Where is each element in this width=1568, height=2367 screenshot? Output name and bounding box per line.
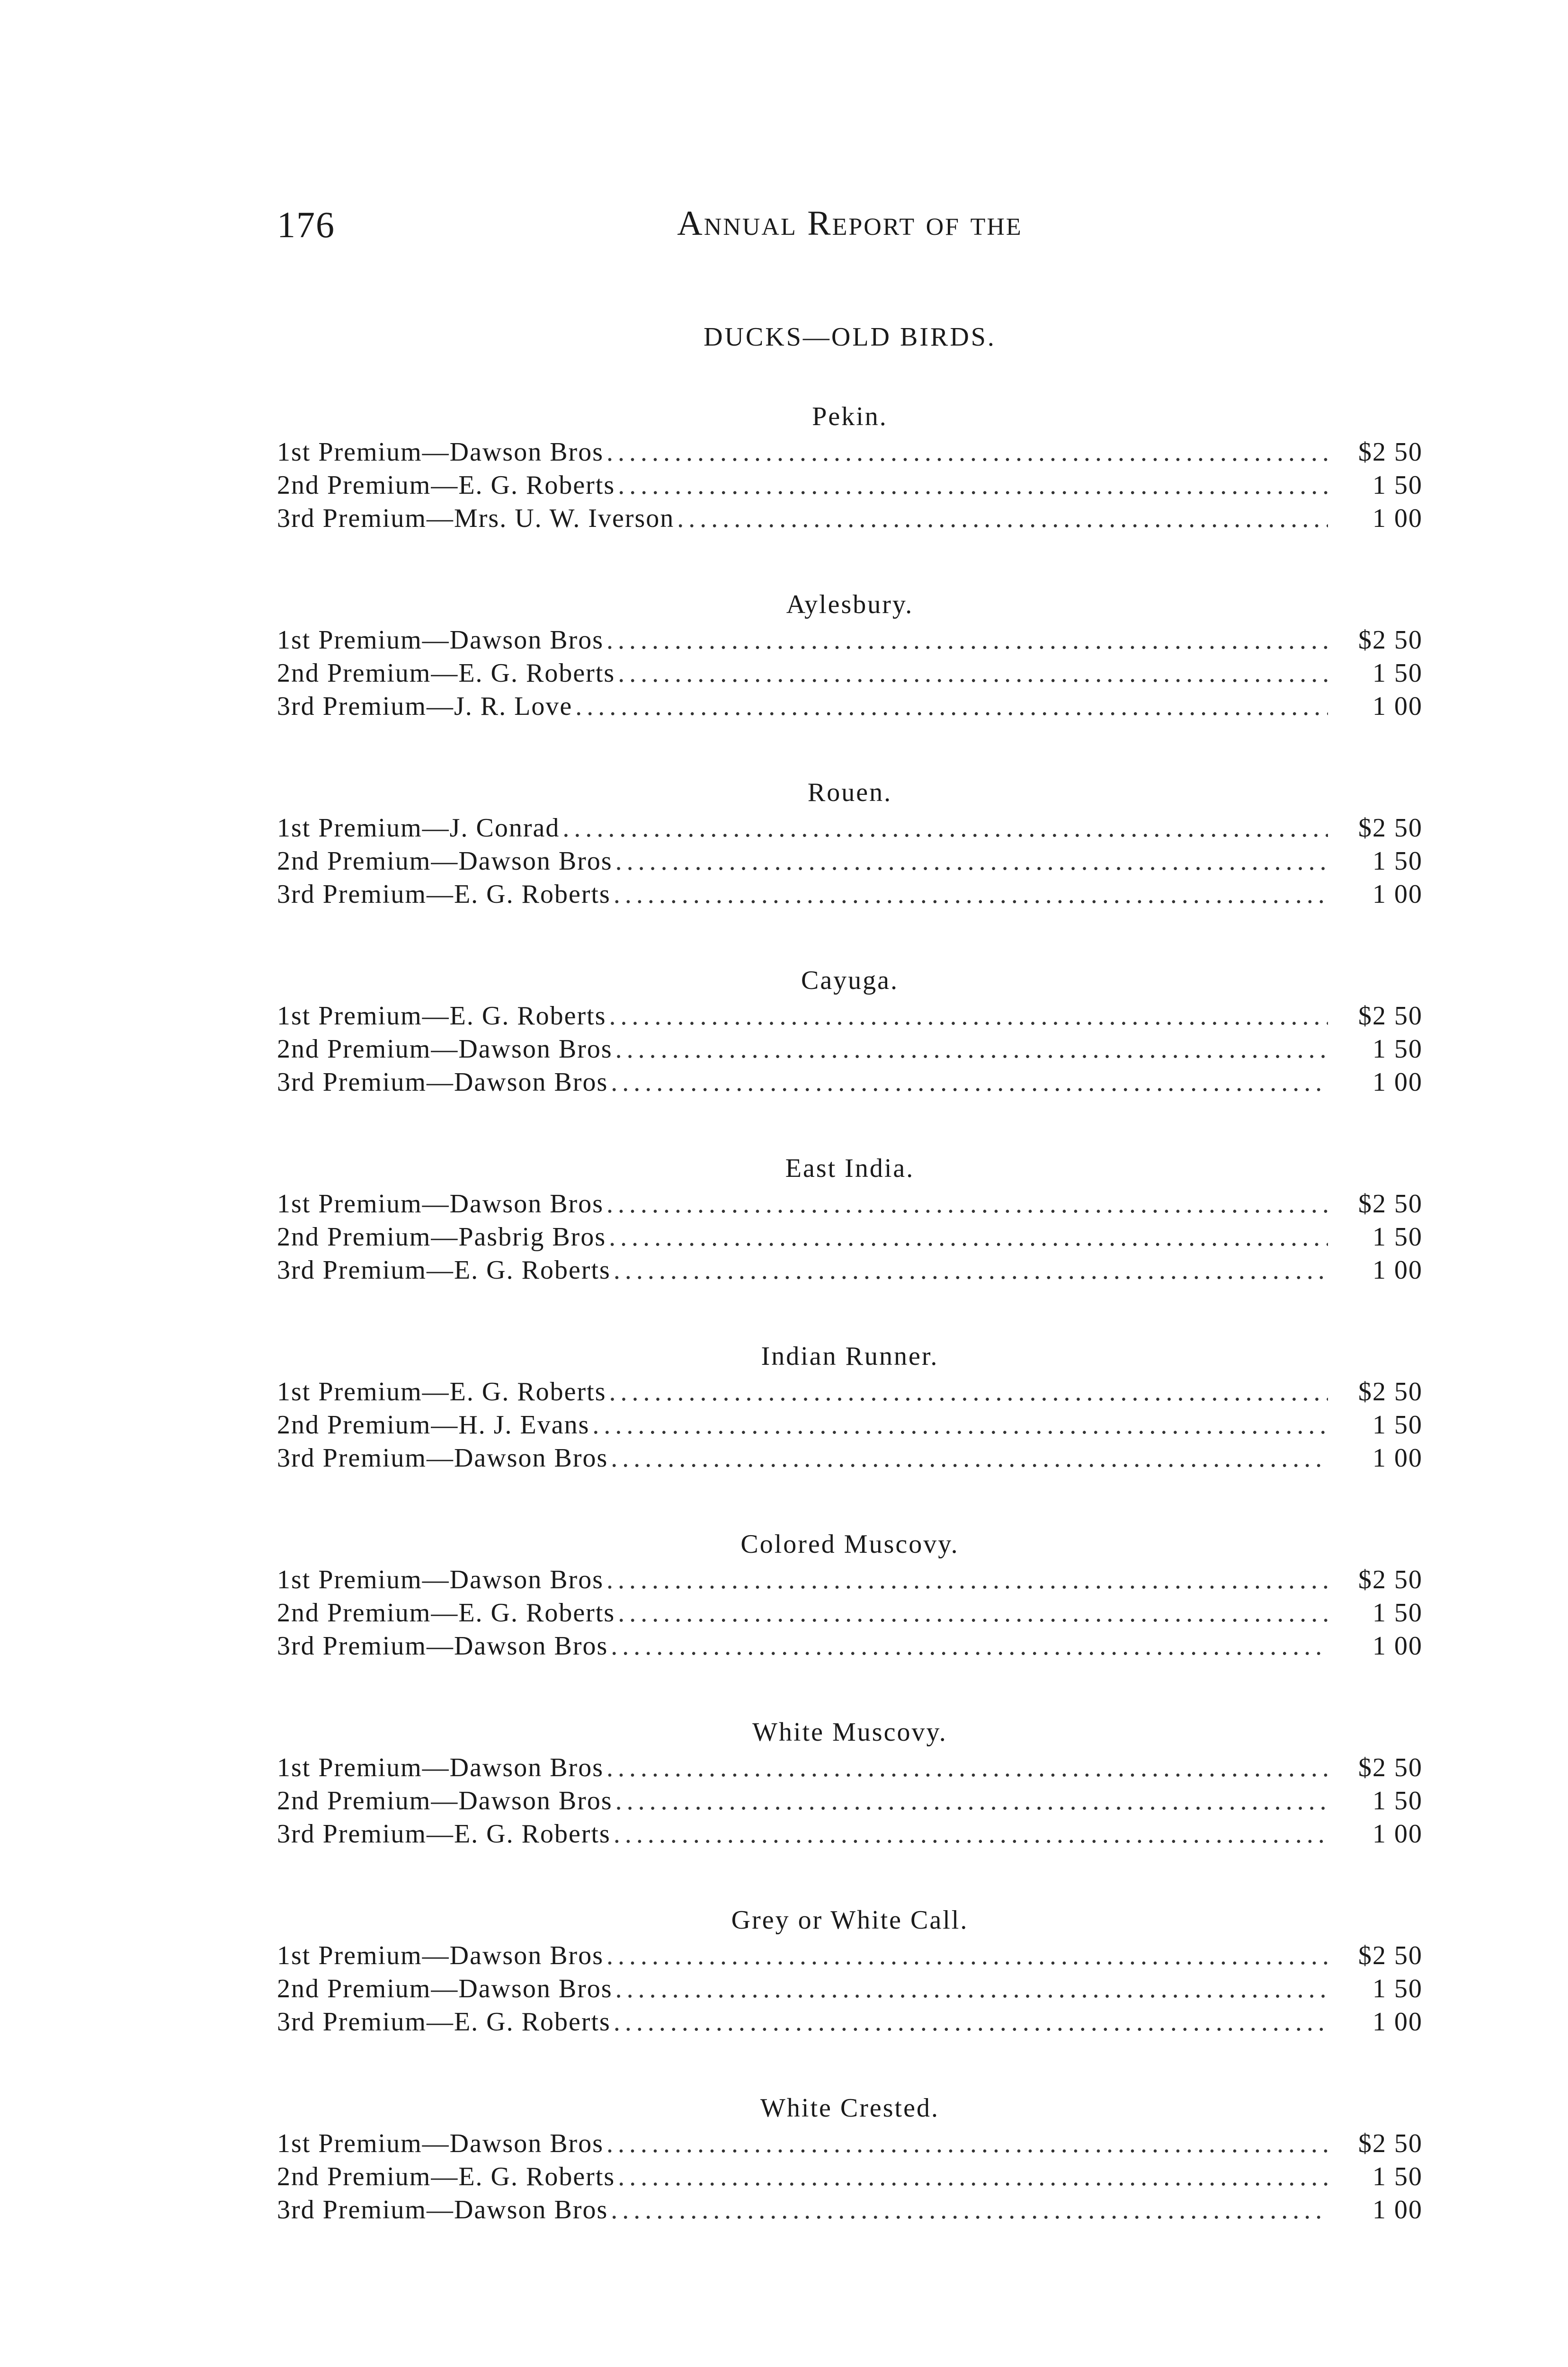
premium-amount: 1 50 xyxy=(1372,846,1423,876)
breed-name: Aylesbury. xyxy=(786,590,914,619)
dot-leader xyxy=(618,469,1328,502)
premium-label: 3rd Premium—Dawson Bros xyxy=(277,1443,608,1473)
premium-label: 1st Premium—E. G. Roberts xyxy=(277,1377,606,1406)
premium-label: 2nd Premium—E. G. Roberts xyxy=(277,1598,615,1628)
premium-label: 1st Premium—E. G. Roberts xyxy=(277,1001,606,1031)
premium-amount: 1 00 xyxy=(1372,2007,1423,2037)
premium-amount: 1 50 xyxy=(1372,1974,1423,2003)
dot-leader xyxy=(606,436,1328,469)
premium-label: 2nd Premium—H. J. Evans xyxy=(277,1410,590,1440)
premium-amount: $2 50 xyxy=(1358,1189,1423,1219)
premium-label: 3rd Premium—Mrs. U. W. Iverson xyxy=(277,504,675,533)
premium-amount: 1 00 xyxy=(1372,1255,1423,1285)
premium-entry xyxy=(277,436,1423,469)
dot-leader xyxy=(615,1972,1328,2005)
breed-section xyxy=(277,1337,1423,1525)
premium-entry xyxy=(277,999,1423,1032)
premium-amount: $2 50 xyxy=(1358,2129,1423,2158)
premium-entry xyxy=(277,1784,1423,1817)
breed-section xyxy=(277,961,1423,1149)
dot-leader xyxy=(614,1254,1328,1287)
premium-label: 3rd Premium—E. G. Roberts xyxy=(277,1819,611,1849)
premium-entry xyxy=(277,1032,1423,1066)
premium-amount: $2 50 xyxy=(1358,1753,1423,1782)
premium-entry xyxy=(277,2160,1423,2193)
dot-leader xyxy=(606,1187,1328,1220)
breed-section xyxy=(277,1901,1423,2089)
dot-leader xyxy=(611,1442,1328,1475)
premium-label: 2nd Premium—Dawson Bros xyxy=(277,1034,613,1064)
breed-name: White Muscovy. xyxy=(752,1717,947,1747)
dot-leader xyxy=(606,1751,1328,1784)
breed-name: Indian Runner. xyxy=(761,1342,939,1371)
premium-entry xyxy=(277,1442,1423,1475)
premium-amount: 1 50 xyxy=(1372,1786,1423,1815)
premium-amount: 1 00 xyxy=(1372,692,1423,721)
premium-entry xyxy=(277,811,1423,845)
premium-label: 3rd Premium—Dawson Bros xyxy=(277,1631,608,1661)
premium-label: 3rd Premium—E. G. Roberts xyxy=(277,1255,611,1285)
premium-label: 1st Premium—Dawson Bros xyxy=(277,2129,604,2158)
premium-entry xyxy=(277,469,1423,502)
dot-leader xyxy=(609,1220,1328,1254)
premium-label: 1st Premium—Dawson Bros xyxy=(277,1565,604,1594)
dot-leader xyxy=(562,811,1328,845)
dot-leader xyxy=(614,1817,1328,1851)
premium-entry xyxy=(277,1254,1423,1287)
dot-leader xyxy=(614,878,1328,911)
dot-leader xyxy=(615,1784,1328,1817)
premium-entry xyxy=(277,1187,1423,1220)
premium-amount: $2 50 xyxy=(1358,1941,1423,1970)
dot-leader xyxy=(611,2193,1328,2226)
dot-leader xyxy=(611,1066,1328,1099)
breed-name: Rouen. xyxy=(807,778,892,807)
dot-leader xyxy=(611,1629,1328,1663)
premium-amount: 1 50 xyxy=(1372,1034,1423,1064)
premium-label: 3rd Premium—Dawson Bros xyxy=(277,1068,608,1097)
premium-amount: 1 50 xyxy=(1372,1410,1423,1440)
premium-amount: 1 00 xyxy=(1372,1443,1423,1473)
page-header xyxy=(277,204,1423,260)
premium-label: 1st Premium—Dawson Bros xyxy=(277,1941,604,1970)
running-title: Annual Report of the xyxy=(677,204,1023,243)
dot-leader xyxy=(615,845,1328,878)
premium-entry xyxy=(277,1629,1423,1663)
premium-label: 2nd Premium—Dawson Bros xyxy=(277,1786,613,1815)
dot-leader xyxy=(606,1939,1328,1972)
premium-label: 2nd Premium—Dawson Bros xyxy=(277,1974,613,2003)
dot-leader xyxy=(575,690,1328,723)
breed-section xyxy=(277,586,1423,774)
premium-amount: 1 50 xyxy=(1372,658,1423,688)
premium-label: 2nd Premium—Pasbrig Bros xyxy=(277,1222,606,1252)
premium-amount: 1 00 xyxy=(1372,1819,1423,1849)
dot-leader xyxy=(614,2005,1328,2038)
dot-leader xyxy=(606,1563,1328,1596)
premium-entry xyxy=(277,1408,1423,1442)
premium-label: 1st Premium—Dawson Bros xyxy=(277,437,604,467)
page-number: 176 xyxy=(277,204,335,245)
premium-entry xyxy=(277,1751,1423,1784)
premium-amount: 1 00 xyxy=(1372,2195,1423,2225)
premium-amount: 1 00 xyxy=(1372,1068,1423,1097)
breed-section xyxy=(277,1713,1423,1901)
premium-entry xyxy=(277,1972,1423,2005)
breed-section xyxy=(277,398,1423,586)
dot-leader xyxy=(618,2160,1328,2193)
breed-name: Colored Muscovy. xyxy=(740,1530,959,1559)
dot-leader xyxy=(677,502,1328,535)
breed-section xyxy=(277,2089,1423,2277)
premium-amount: 1 50 xyxy=(1372,471,1423,500)
dot-leader xyxy=(618,657,1328,690)
premium-amount: 1 50 xyxy=(1372,1598,1423,1628)
dot-leader xyxy=(609,1375,1328,1408)
premium-label: 1st Premium—Dawson Bros xyxy=(277,625,604,655)
premium-label: 2nd Premium—E. G. Roberts xyxy=(277,658,615,688)
premium-amount: $2 50 xyxy=(1358,437,1423,467)
breed-section xyxy=(277,1525,1423,1713)
premium-label: 2nd Premium—E. G. Roberts xyxy=(277,2162,615,2191)
dot-leader xyxy=(606,623,1328,657)
premium-entry xyxy=(277,2127,1423,2160)
premium-label: 1st Premium—Dawson Bros xyxy=(277,1753,604,1782)
premium-entry xyxy=(277,2193,1423,2226)
premium-amount: $2 50 xyxy=(1358,1377,1423,1406)
premium-label: 2nd Premium—Dawson Bros xyxy=(277,846,613,876)
premium-entry xyxy=(277,1939,1423,1972)
premium-entry xyxy=(277,845,1423,878)
premium-amount: 1 00 xyxy=(1372,1631,1423,1661)
premium-entry xyxy=(277,1596,1423,1629)
premium-entry xyxy=(277,2005,1423,2038)
breed-section xyxy=(277,774,1423,961)
premium-label: 3rd Premium—J. R. Love xyxy=(277,692,573,721)
dot-leader xyxy=(618,1596,1328,1629)
dot-leader xyxy=(609,999,1328,1032)
premium-entry xyxy=(277,1066,1423,1099)
premium-list xyxy=(277,398,1423,2277)
premium-entry xyxy=(277,1375,1423,1408)
premium-entry xyxy=(277,657,1423,690)
premium-entry xyxy=(277,1563,1423,1596)
premium-label: 1st Premium—J. Conrad xyxy=(277,813,560,843)
premium-entry xyxy=(277,878,1423,911)
premium-amount: 1 50 xyxy=(1372,1222,1423,1252)
section-title: DUCKS—OLD BIRDS. xyxy=(704,322,996,352)
premium-entry xyxy=(277,623,1423,657)
premium-amount: $2 50 xyxy=(1358,1565,1423,1594)
dot-leader xyxy=(606,2127,1328,2160)
premium-label: 2nd Premium—E. G. Roberts xyxy=(277,471,615,500)
breed-name: Pekin. xyxy=(812,402,888,431)
dot-leader xyxy=(592,1408,1328,1442)
premium-amount: $2 50 xyxy=(1358,1001,1423,1031)
premium-label: 1st Premium—Dawson Bros xyxy=(277,1189,604,1219)
premium-label: 3rd Premium—Dawson Bros xyxy=(277,2195,608,2225)
breed-name: Cayuga. xyxy=(801,966,899,995)
premium-entry xyxy=(277,690,1423,723)
premium-entry xyxy=(277,1220,1423,1254)
premium-entry xyxy=(277,1817,1423,1851)
premium-amount: 1 00 xyxy=(1372,880,1423,909)
breed-name: Grey or White Call. xyxy=(731,1905,969,1935)
premium-entry xyxy=(277,502,1423,535)
premium-amount: $2 50 xyxy=(1358,625,1423,655)
premium-label: 3rd Premium—E. G. Roberts xyxy=(277,2007,611,2037)
premium-amount: 1 50 xyxy=(1372,2162,1423,2191)
premium-amount: 1 00 xyxy=(1372,504,1423,533)
breed-name: White Crested. xyxy=(760,2093,939,2123)
dot-leader xyxy=(615,1032,1328,1066)
premium-label: 3rd Premium—E. G. Roberts xyxy=(277,880,611,909)
premium-amount: $2 50 xyxy=(1358,813,1423,843)
breed-name: East India. xyxy=(785,1154,915,1183)
breed-section xyxy=(277,1149,1423,1337)
